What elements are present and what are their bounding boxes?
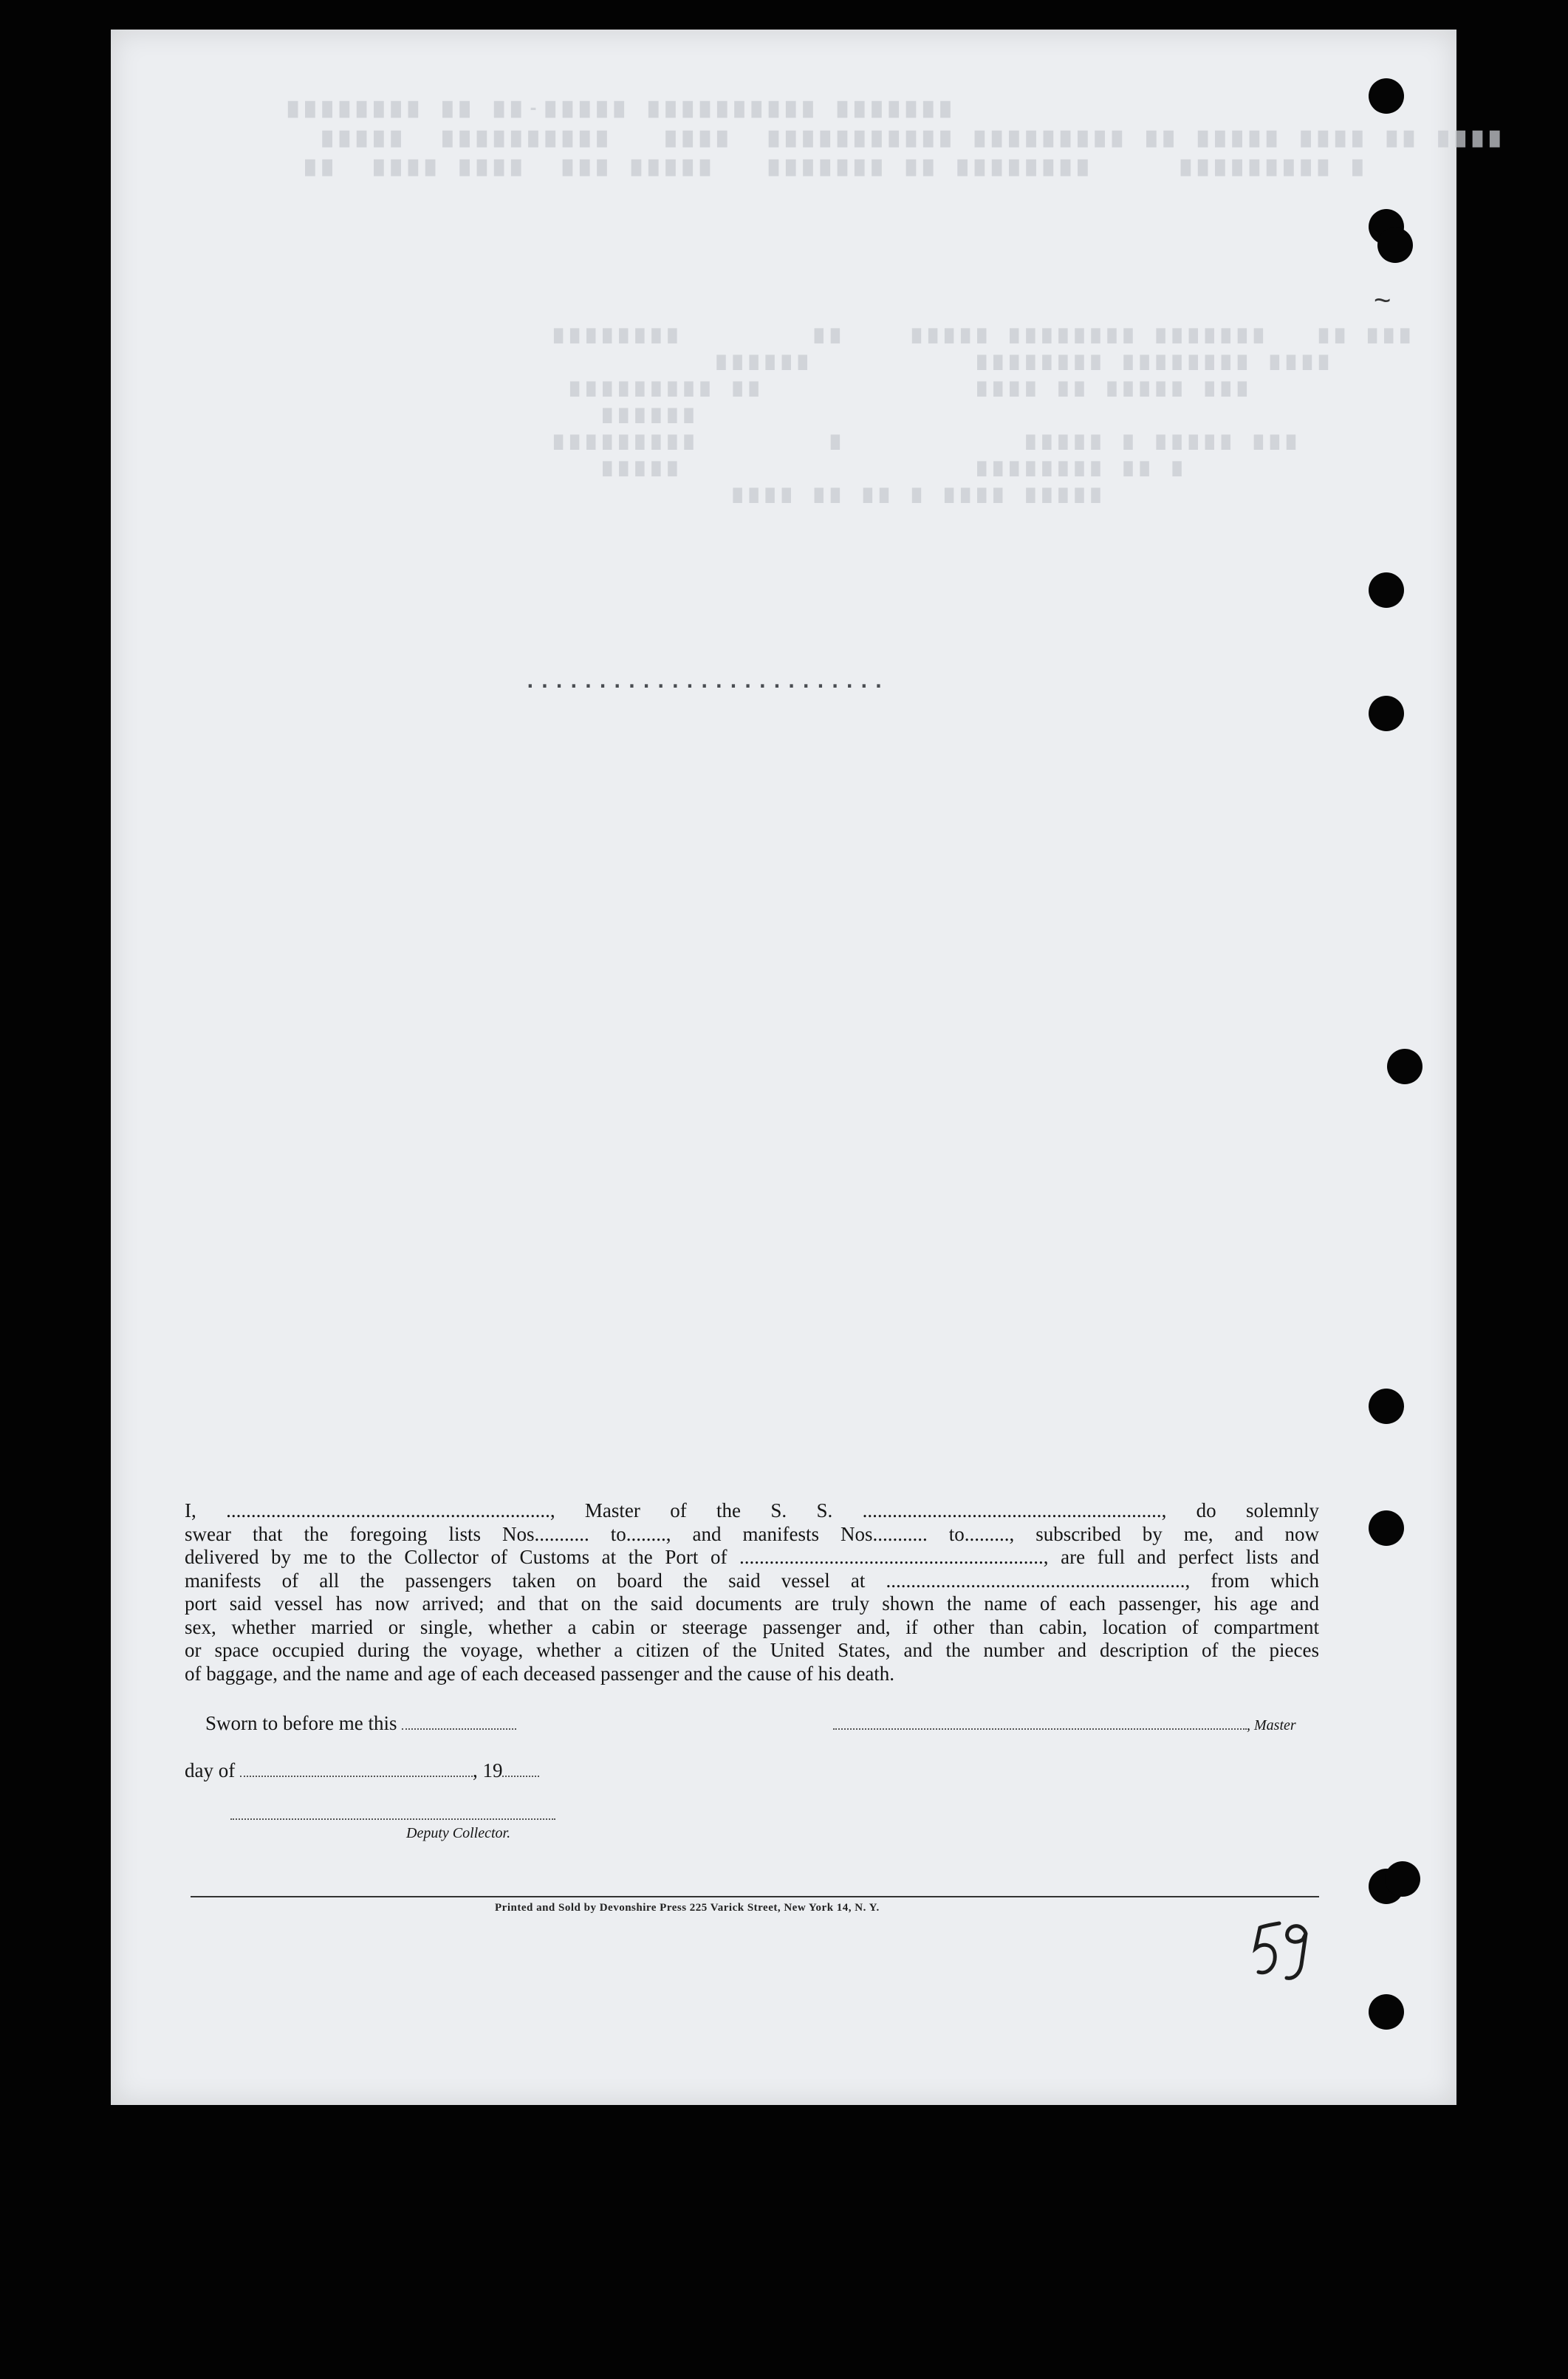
month-field <box>240 1761 473 1777</box>
bleed-through-entries: ▇▇▇▇▇▇▇▇ ▇▇ ▇▇▇▇▇ ▇▇▇▇▇▇▇▇ ▇▇▇▇▇▇▇ ▇▇ ▇▇▇ ▇▇▇▇▇▇ ▇▇▇▇▇▇▇▇ ▇▇▇▇▇▇▇▇ ▇▇▇▇ ▇▇▇▇▇▇▇▇▇ ▇▇ ▇▇▇▇ ▇▇ ▇▇▇▇▇ ▇▇▇ ▇▇▇▇▇▇ ▇▇▇▇▇▇▇▇▇ ▇ ▇▇▇▇▇ ▇ ▇▇▇▇▇ ▇▇▇ ▇▇▇▇▇ ▇▇▇▇▇▇▇▇ ▇▇ ▇ ▇▇▇▇ ▇▇ ▇▇ ▇ ▇▇▇▇ ▇▇▇▇▇ <box>554 326 1417 503</box>
oath-line: port said vessel has now arrived; and that on the said documents are truly shown the name of each passenger, his age and <box>185 1592 1319 1615</box>
day-of-label: day of <box>185 1759 236 1781</box>
sworn-to-line <box>205 1712 516 1735</box>
punch-hole-icon <box>1369 696 1404 731</box>
oath-line: sex, whether married or single, whether a cabin or steerage passenger and, if other than cabin, location of compartment <box>185 1615 1319 1638</box>
deputy-signature-field <box>230 1804 555 1820</box>
oath-line: manifests of all the passengers taken on board the said vessel at ............................................................, from which <box>185 1569 1319 1592</box>
oath-line: delivered by me to the Collector of Customs at the Port of ............................................................., are full and perfect lists and <box>185 1546 1319 1568</box>
oath-line: or space occupied during the voyage, whether a citizen of the United States, and the number and description of the pieces <box>185 1639 1319 1661</box>
year-field <box>502 1761 539 1777</box>
punch-hole-icon <box>1369 1510 1404 1546</box>
bleed-through-header: ▇▇▇▇▇▇▇▇ ▇▇ ▇▇-▇▇▇▇▇ ▇▇▇▇▇▇▇▇▇▇ ▇▇▇▇▇▇▇ ▇▇▇▇▇ ▇▇▇▇▇▇▇▇▇▇ ▇▇▇▇ ▇▇▇▇▇▇▇▇▇▇▇ ▇▇▇▇▇▇▇▇▇ ▇▇ ▇▇▇▇▇ ▇▇▇▇ ▇▇ ▇▇▇▇ ▇▇ ▇▇▇▇ ▇▇▇▇ ▇▇▇ ▇▇▇▇▇ ▇▇▇▇▇▇▇ ▇▇ ▇▇▇▇▇▇▇▇ ▇▇▇▇▇▇▇▇▇ ▇ <box>288 100 1507 177</box>
punch-hole-icon <box>1369 1389 1404 1424</box>
day-of-line <box>185 1759 539 1782</box>
punch-hole-icon <box>1387 1049 1423 1084</box>
printer-imprint: Printed and Sold by Devonshire Press 225 Varick Street, New York 14, N. Y. <box>495 1902 880 1914</box>
dotted-signature-line: ......................... <box>524 671 888 693</box>
sworn-label: Sworn to before me this <box>205 1712 397 1734</box>
oath-line: swear that the foregoing lists Nos........... to........, and manifests Nos........... to........., subscribed by me, and now <box>185 1522 1319 1545</box>
punch-hole-icon <box>1369 572 1404 608</box>
master-signature-field <box>833 1714 1247 1730</box>
master-signature-line <box>833 1712 1296 1735</box>
deputy-collector-label: Deputy Collector. <box>406 1825 511 1841</box>
pencil-mark-icon: ~ <box>1374 284 1391 317</box>
footer-rule <box>191 1896 1319 1897</box>
deputy-collector-line <box>230 1802 555 1825</box>
manifest-sheet <box>111 30 1507 2105</box>
sworn-date-field <box>402 1714 516 1730</box>
oath-line: of baggage, and the name and age of each deceased passenger and the cause of his death. <box>185 1662 895 1685</box>
punch-hole-icon <box>1369 78 1404 114</box>
master-oath-paragraph <box>185 1499 1319 1685</box>
year-label: , 19 <box>472 1759 503 1781</box>
punch-hole-icon <box>1385 1861 1420 1897</box>
master-label: , Master <box>1247 1717 1296 1733</box>
oath-line: I, ................................................................., Master of the S. S. ............................................................, do solemnly <box>185 1499 1319 1521</box>
handwritten-page-number <box>1241 1917 1315 1984</box>
punch-hole-icon <box>1369 1994 1404 2030</box>
punch-hole-icon <box>1377 227 1413 263</box>
